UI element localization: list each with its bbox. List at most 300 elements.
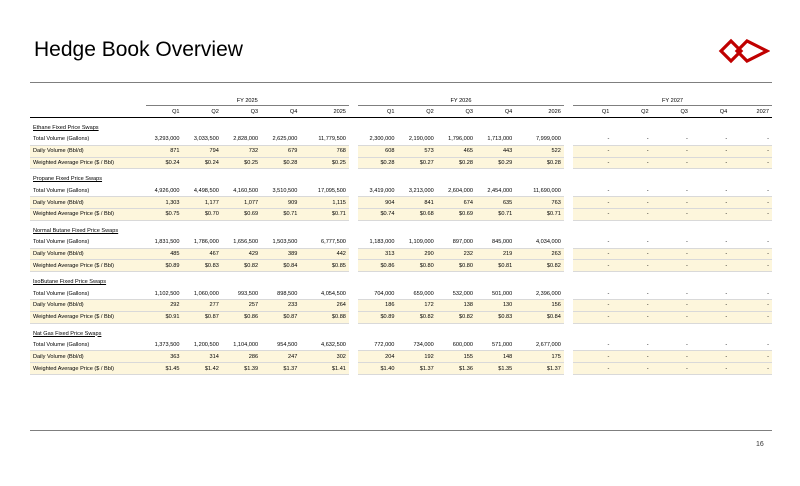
- table-cell: 674: [437, 197, 476, 209]
- table-cell: -: [612, 197, 651, 209]
- table-row: [30, 185, 772, 196]
- table-cell: $0.75: [146, 208, 183, 220]
- table-row: [30, 340, 772, 351]
- table-cell: $1.36: [437, 363, 476, 375]
- table-cell: 734,000: [397, 340, 436, 351]
- table-cell: -: [652, 363, 691, 375]
- table-cell: 898,500: [261, 288, 300, 299]
- table-cell: $0.84: [515, 311, 564, 323]
- gap-cell: [349, 106, 358, 118]
- table-cell: 286: [222, 351, 261, 363]
- table-cell: 264: [300, 299, 349, 311]
- table-cell: 4,160,500: [222, 185, 261, 196]
- fiscal-year-header: FY 2027: [573, 96, 772, 106]
- row-label: Total Volume (Gallons): [30, 134, 146, 145]
- table-cell: 4,034,000: [515, 237, 564, 248]
- table-cell: 571,000: [476, 340, 515, 351]
- gap-cell: [349, 197, 358, 209]
- table-cell: 155: [437, 351, 476, 363]
- table-cell: -: [612, 248, 651, 260]
- quarter-header: 2025: [300, 106, 349, 118]
- gap-cell: [564, 311, 573, 323]
- quarter-header: Q4: [691, 106, 730, 118]
- footer-divider: [30, 430, 772, 431]
- table-cell: 1,115: [300, 197, 349, 209]
- table-cell: 389: [261, 248, 300, 260]
- table-cell: $0.27: [397, 157, 436, 169]
- table-cell: $0.74: [358, 208, 397, 220]
- table-cell: 277: [183, 299, 222, 311]
- quarter-header: 2027: [730, 106, 772, 118]
- table-row: [30, 197, 772, 209]
- fiscal-year-header-row: [30, 96, 772, 106]
- table-cell: -: [691, 185, 730, 196]
- table-cell: -: [691, 197, 730, 209]
- gap-cell: [564, 288, 573, 299]
- table-cell: -: [730, 208, 772, 220]
- table-cell: -: [691, 260, 730, 272]
- row-label: Daily Volume (Bbl/d): [30, 248, 146, 260]
- table-cell: $1.41: [300, 363, 349, 375]
- table-row: [30, 145, 772, 157]
- table-cell: 794: [183, 145, 222, 157]
- table-cell: -: [652, 288, 691, 299]
- row-label: Daily Volume (Bbl/d): [30, 145, 146, 157]
- table-cell: -: [652, 260, 691, 272]
- gap-cell: [349, 299, 358, 311]
- page-number: 16: [756, 441, 764, 448]
- gap-cell: [349, 288, 358, 299]
- table-cell: -: [573, 197, 612, 209]
- table-cell: $0.71: [476, 208, 515, 220]
- table-cell: 2,604,000: [437, 185, 476, 196]
- table-cell: 1,303: [146, 197, 183, 209]
- section-title: Propane Fixed Price Swaps: [33, 176, 103, 183]
- table-cell: 2,454,000: [476, 185, 515, 196]
- table-cell: -: [691, 157, 730, 169]
- quarter-header: Q4: [261, 106, 300, 118]
- table-cell: $1.37: [261, 363, 300, 375]
- table-cell: -: [730, 197, 772, 209]
- quarter-header: Q2: [183, 106, 222, 118]
- table-cell: -: [691, 145, 730, 157]
- page-title: Hedge Book Overview: [34, 38, 243, 61]
- table-cell: -: [691, 363, 730, 375]
- table-cell: -: [612, 351, 651, 363]
- gap-cell: [349, 237, 358, 248]
- table-cell: 1,104,000: [222, 340, 261, 351]
- table-cell: -: [730, 351, 772, 363]
- row-label: Daily Volume (Bbl/d): [30, 197, 146, 209]
- table-cell: -: [573, 185, 612, 196]
- table-row: [30, 208, 772, 220]
- gap-cell: [349, 96, 358, 106]
- table-cell: 1,373,500: [146, 340, 183, 351]
- table-cell: $0.87: [183, 311, 222, 323]
- quarter-header: Q1: [146, 106, 183, 118]
- table-cell: -: [730, 311, 772, 323]
- table-cell: 292: [146, 299, 183, 311]
- table-cell: 443: [476, 145, 515, 157]
- table-cell: 1,656,500: [222, 237, 261, 248]
- row-label: Total Volume (Gallons): [30, 237, 146, 248]
- table-cell: 3,419,000: [358, 185, 397, 196]
- table-cell: -: [573, 134, 612, 145]
- table-cell: 522: [515, 145, 564, 157]
- table-cell: 608: [358, 145, 397, 157]
- table-cell: 363: [146, 351, 183, 363]
- table-cell: 1,177: [183, 197, 222, 209]
- table-cell: 841: [397, 197, 436, 209]
- table-cell: 290: [397, 248, 436, 260]
- quarter-header: Q3: [652, 106, 691, 118]
- table-cell: -: [730, 299, 772, 311]
- table-cell: 302: [300, 351, 349, 363]
- row-label: Weighted Average Price ($ / Bbl): [30, 157, 146, 169]
- table-cell: -: [691, 208, 730, 220]
- table-cell: $0.82: [222, 260, 261, 272]
- table-cell: -: [730, 185, 772, 196]
- table-row: [30, 237, 772, 248]
- table-cell: 1,077: [222, 197, 261, 209]
- quarter-header: Q4: [476, 106, 515, 118]
- table-cell: -: [730, 134, 772, 145]
- table-cell: -: [730, 288, 772, 299]
- table-cell: 233: [261, 299, 300, 311]
- table-cell: 1,109,000: [397, 237, 436, 248]
- table-cell: $0.29: [476, 157, 515, 169]
- table-cell: 6,777,500: [300, 237, 349, 248]
- table-cell: $0.82: [515, 260, 564, 272]
- table-cell: -: [652, 134, 691, 145]
- table-cell: 1,503,500: [261, 237, 300, 248]
- table-cell: $0.71: [300, 208, 349, 220]
- table-cell: -: [612, 260, 651, 272]
- row-label: Daily Volume (Bbl/d): [30, 351, 146, 363]
- gap-cell: [349, 134, 358, 145]
- table-cell: 501,000: [476, 288, 515, 299]
- table-cell: $0.89: [146, 260, 183, 272]
- section-header-row: [30, 272, 772, 289]
- table-cell: $0.83: [183, 260, 222, 272]
- table-cell: -: [730, 237, 772, 248]
- quarter-header: Q1: [358, 106, 397, 118]
- table-row: [30, 299, 772, 311]
- gap-cell: [564, 351, 573, 363]
- blank-cell: [30, 96, 146, 106]
- table-cell: -: [573, 340, 612, 351]
- table-cell: $0.80: [397, 260, 436, 272]
- table-cell: -: [652, 299, 691, 311]
- table-cell: 3,510,500: [261, 185, 300, 196]
- table-cell: 763: [515, 197, 564, 209]
- table-cell: 2,625,000: [261, 134, 300, 145]
- gap-cell: [564, 260, 573, 272]
- table-cell: 467: [183, 248, 222, 260]
- gap-cell: [349, 248, 358, 260]
- table-row: [30, 157, 772, 169]
- table-cell: -: [730, 340, 772, 351]
- table-cell: 4,054,500: [300, 288, 349, 299]
- gap-cell: [349, 260, 358, 272]
- quarter-header: Q3: [222, 106, 261, 118]
- table-cell: -: [730, 260, 772, 272]
- quarter-header: 2026: [515, 106, 564, 118]
- row-label: Weighted Average Price ($ / Bbl): [30, 363, 146, 375]
- table-cell: 148: [476, 351, 515, 363]
- table-cell: $0.69: [222, 208, 261, 220]
- table-row: [30, 311, 772, 323]
- row-label: Daily Volume (Bbl/d): [30, 299, 146, 311]
- table-cell: 2,828,000: [222, 134, 261, 145]
- table-cell: $0.82: [437, 311, 476, 323]
- table-cell: 1,060,000: [183, 288, 222, 299]
- table-cell: -: [652, 208, 691, 220]
- gap-cell: [349, 340, 358, 351]
- gap-cell: [564, 145, 573, 157]
- table-row: [30, 351, 772, 363]
- table-cell: 4,926,000: [146, 185, 183, 196]
- table-cell: -: [612, 311, 651, 323]
- section-title: Nat Gas Fixed Price Swaps: [33, 330, 102, 337]
- gap-cell: [564, 237, 573, 248]
- table-cell: 465: [437, 145, 476, 157]
- table-cell: -: [573, 299, 612, 311]
- table-cell: $1.37: [397, 363, 436, 375]
- gap-cell: [349, 351, 358, 363]
- gap-cell: [349, 185, 358, 196]
- table-cell: -: [573, 248, 612, 260]
- table-cell: -: [573, 208, 612, 220]
- table-cell: -: [730, 363, 772, 375]
- table-cell: 247: [261, 351, 300, 363]
- table-cell: 3,033,500: [183, 134, 222, 145]
- table-cell: 993,500: [222, 288, 261, 299]
- table-cell: 679: [261, 145, 300, 157]
- table-cell: $1.40: [358, 363, 397, 375]
- table-cell: -: [691, 134, 730, 145]
- table-cell: $0.89: [358, 311, 397, 323]
- table-row: [30, 248, 772, 260]
- table-cell: -: [612, 340, 651, 351]
- table-cell: -: [573, 351, 612, 363]
- table-cell: 263: [515, 248, 564, 260]
- table-cell: -: [573, 311, 612, 323]
- gap-cell: [349, 145, 358, 157]
- table-cell: 732: [222, 145, 261, 157]
- table-cell: $0.68: [397, 208, 436, 220]
- table-cell: 17,095,500: [300, 185, 349, 196]
- table-cell: 2,396,000: [515, 288, 564, 299]
- table-cell: 1,786,000: [183, 237, 222, 248]
- table-cell: 897,000: [437, 237, 476, 248]
- table-cell: 704,000: [358, 288, 397, 299]
- table-cell: 1,200,500: [183, 340, 222, 351]
- table-cell: 485: [146, 248, 183, 260]
- fiscal-year-header: FY 2025: [146, 96, 349, 106]
- table-cell: $0.86: [358, 260, 397, 272]
- table-cell: 573: [397, 145, 436, 157]
- table-cell: -: [691, 237, 730, 248]
- table-cell: 7,999,000: [515, 134, 564, 145]
- table-cell: 600,000: [437, 340, 476, 351]
- table-cell: $0.91: [146, 311, 183, 323]
- table-cell: -: [691, 351, 730, 363]
- table-cell: $1.45: [146, 363, 183, 375]
- section-title: Normal Butane Fixed Price Swaps: [33, 227, 119, 234]
- table-cell: 768: [300, 145, 349, 157]
- table-cell: 257: [222, 299, 261, 311]
- table-cell: 130: [476, 299, 515, 311]
- table-cell: -: [573, 363, 612, 375]
- table-cell: $0.71: [261, 208, 300, 220]
- table-cell: 11,779,500: [300, 134, 349, 145]
- table-cell: 138: [437, 299, 476, 311]
- row-label: Weighted Average Price ($ / Bbl): [30, 208, 146, 220]
- row-label: Weighted Average Price ($ / Bbl): [30, 260, 146, 272]
- table-cell: 871: [146, 145, 183, 157]
- table-cell: -: [573, 288, 612, 299]
- table-cell: $0.86: [222, 311, 261, 323]
- table-cell: 429: [222, 248, 261, 260]
- table-cell: 1,831,500: [146, 237, 183, 248]
- table-cell: -: [652, 311, 691, 323]
- table-cell: 635: [476, 197, 515, 209]
- table-cell: 3,293,000: [146, 134, 183, 145]
- row-label: Weighted Average Price ($ / Bbl): [30, 311, 146, 323]
- table-cell: 172: [397, 299, 436, 311]
- row-label: Total Volume (Gallons): [30, 288, 146, 299]
- row-label: Total Volume (Gallons): [30, 340, 146, 351]
- table-cell: $1.35: [476, 363, 515, 375]
- gap-cell: [349, 363, 358, 375]
- table-cell: 772,000: [358, 340, 397, 351]
- table-cell: $0.28: [358, 157, 397, 169]
- table-cell: $0.87: [261, 311, 300, 323]
- table-cell: $0.28: [515, 157, 564, 169]
- table-cell: -: [612, 145, 651, 157]
- table-cell: -: [652, 157, 691, 169]
- table-cell: $1.39: [222, 363, 261, 375]
- table-cell: 845,000: [476, 237, 515, 248]
- table-cell: $0.82: [397, 311, 436, 323]
- table-cell: -: [573, 260, 612, 272]
- table-cell: $0.25: [222, 157, 261, 169]
- table-cell: $0.83: [476, 311, 515, 323]
- table-cell: 3,213,000: [397, 185, 436, 196]
- table-cell: 4,632,500: [300, 340, 349, 351]
- table-cell: 532,000: [437, 288, 476, 299]
- table-cell: $0.24: [183, 157, 222, 169]
- table-cell: -: [573, 237, 612, 248]
- table-cell: 204: [358, 351, 397, 363]
- table-cell: -: [573, 145, 612, 157]
- table-cell: $0.28: [437, 157, 476, 169]
- table-cell: -: [730, 157, 772, 169]
- table-cell: $0.84: [261, 260, 300, 272]
- table-cell: 186: [358, 299, 397, 311]
- table-cell: -: [691, 311, 730, 323]
- table-cell: 909: [261, 197, 300, 209]
- table-cell: -: [573, 157, 612, 169]
- quarter-header: Q1: [573, 106, 612, 118]
- section-header-row: [30, 169, 772, 186]
- table-cell: $0.81: [476, 260, 515, 272]
- gap-cell: [564, 363, 573, 375]
- table-cell: -: [730, 248, 772, 260]
- table-cell: -: [652, 248, 691, 260]
- table-cell: 313: [358, 248, 397, 260]
- gap-cell: [349, 311, 358, 323]
- table-row: [30, 363, 772, 375]
- gap-cell: [564, 208, 573, 220]
- table-cell: -: [691, 248, 730, 260]
- table-cell: 192: [397, 351, 436, 363]
- table-cell: 175: [515, 351, 564, 363]
- section-header-row: [30, 220, 772, 237]
- table-cell: -: [652, 340, 691, 351]
- section-title: Ethane Fixed Price Swaps: [33, 125, 99, 131]
- table-cell: -: [612, 288, 651, 299]
- table-cell: 1,102,500: [146, 288, 183, 299]
- section-header-row: [30, 118, 772, 135]
- table-cell: 2,190,000: [397, 134, 436, 145]
- blank-cell: [30, 106, 146, 118]
- table-cell: -: [691, 340, 730, 351]
- quarter-header-row: [30, 106, 772, 118]
- fiscal-year-header: FY 2026: [358, 96, 564, 106]
- table-cell: -: [612, 299, 651, 311]
- table-cell: $0.71: [515, 208, 564, 220]
- table-cell: $0.25: [300, 157, 349, 169]
- table-cell: 659,000: [397, 288, 436, 299]
- table-cell: $0.69: [437, 208, 476, 220]
- quarter-header: Q2: [612, 106, 651, 118]
- interlocked-chevrons-logo-icon: [718, 38, 770, 64]
- table-cell: 232: [437, 248, 476, 260]
- table-row: [30, 260, 772, 272]
- header-divider: [30, 82, 772, 83]
- table-cell: -: [612, 185, 651, 196]
- table-cell: 1,183,000: [358, 237, 397, 248]
- table-cell: 904: [358, 197, 397, 209]
- table-cell: $0.85: [300, 260, 349, 272]
- table-cell: -: [612, 237, 651, 248]
- table-cell: -: [612, 208, 651, 220]
- row-label: Total Volume (Gallons): [30, 185, 146, 196]
- table-cell: -: [612, 157, 651, 169]
- table-cell: -: [730, 145, 772, 157]
- table-cell: $1.37: [515, 363, 564, 375]
- table-cell: 954,500: [261, 340, 300, 351]
- table-cell: $0.88: [300, 311, 349, 323]
- gap-cell: [564, 340, 573, 351]
- table-cell: 11,690,000: [515, 185, 564, 196]
- section-header-row: [30, 323, 772, 340]
- table-cell: 2,300,000: [358, 134, 397, 145]
- gap-cell: [564, 248, 573, 260]
- hedge-book-table: [30, 96, 772, 375]
- table-cell: 156: [515, 299, 564, 311]
- quarter-header: Q2: [397, 106, 436, 118]
- gap-cell: [564, 157, 573, 169]
- table-row: [30, 288, 772, 299]
- section-title: IsoButane Fixed Price Swaps: [33, 279, 107, 286]
- table-cell: 314: [183, 351, 222, 363]
- table-cell: $0.28: [261, 157, 300, 169]
- table-cell: -: [652, 145, 691, 157]
- table-cell: -: [691, 288, 730, 299]
